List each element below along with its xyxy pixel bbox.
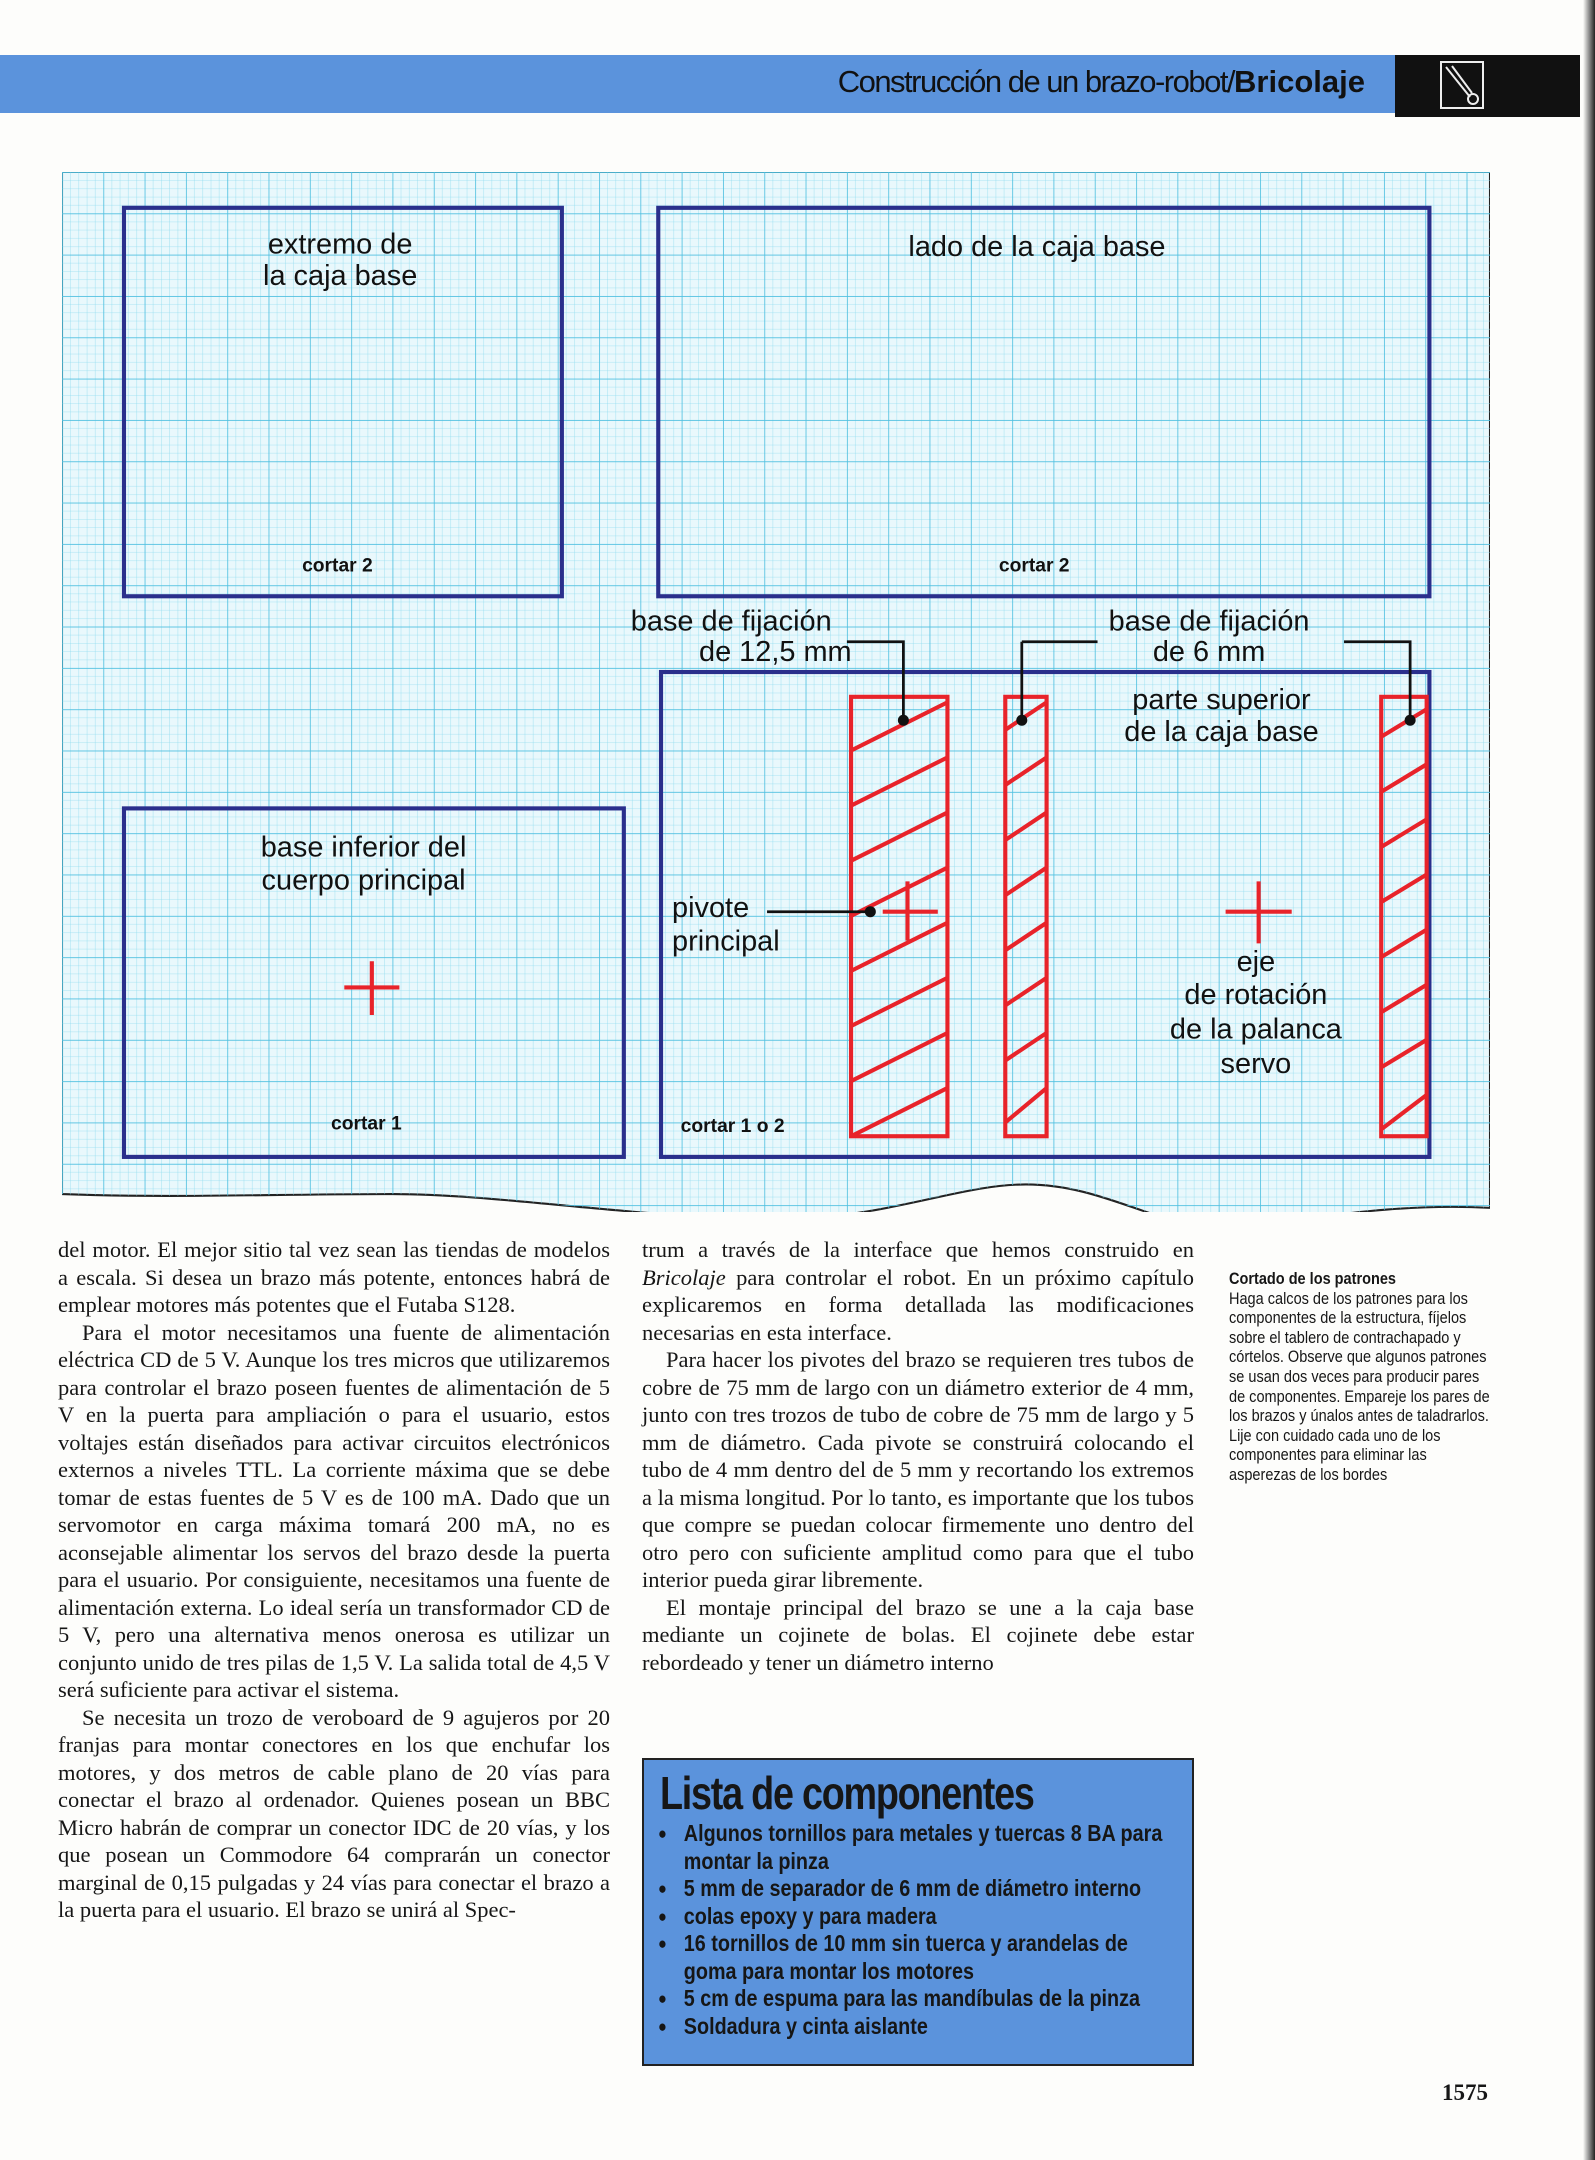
list-item: ● Soldadura y cinta aislante bbox=[658, 2013, 1174, 2041]
callout-fix-6-2: de 6 mm bbox=[1152, 636, 1266, 669]
cut-side-box: cortar 2 bbox=[998, 555, 1070, 577]
cut-top-box: cortar 1 o 2 bbox=[680, 1116, 785, 1138]
cut-lower-base: cortar 1 bbox=[330, 1113, 402, 1135]
text: para controlar el robot. En un próximo capítulo explicaremos en forma detallada las modificaciones necesarias en esta interface. bbox=[642, 1264, 1194, 1345]
section-logo bbox=[1395, 55, 1580, 117]
callout-pivot-1: pivote bbox=[672, 892, 750, 925]
label-end-box-2: la caja base bbox=[263, 259, 418, 292]
list-item: ● 5 mm de separador de 6 mm de diámetro interno bbox=[658, 1875, 1174, 1903]
page-edge bbox=[1583, 0, 1595, 2160]
paragraph bbox=[642, 1236, 1194, 1346]
list-item: ● colas epoxy y para madera bbox=[658, 1903, 1174, 1931]
caption-body: Haga calcos de los patrones para los componentes de la estructura, fíjelos sobre el tablero de contrachapado y córtelos. Observe que algunos patrones se usan dos veces para producir pares de componentes. Empareje los pares de los brazos y únalos antes de taladrarlos. Lije con cuidado cada uno de los componentes para eliminar las asperezas de los bordes bbox=[1229, 1289, 1490, 1484]
components-title: Lista de componentes bbox=[660, 1767, 1034, 1819]
text-column-1 bbox=[58, 1236, 610, 1924]
callout-axis-4: servo bbox=[1220, 1047, 1292, 1080]
callout-fix-6-1: base de fijación bbox=[1108, 605, 1310, 638]
paragraph: Se necesita un trozo de veroboard de 9 agujeros por 20 franjas para montar conectores en los que enchufar los motores, y dos metros de cable plano de 20 vías para conectar el brazo al ordenador. Quienes posean un BBC Micro habrán de comprar un conector IDC de 20 vías, y los que posean un Commodore 64 comprarán un conector marginal de 0,15 pulgadas y 24 vías para conectar el brazo a la puerta para el usuario. El brazo se unirá al Spec- bbox=[58, 1704, 610, 1922]
callout-fix-125-2: de 12,5 mm bbox=[699, 636, 852, 669]
callout-axis-3: de la palanca bbox=[1169, 1013, 1342, 1046]
callout-axis-1: eje bbox=[1236, 945, 1276, 978]
scissors-icon bbox=[1440, 61, 1484, 109]
italic-text: Bricolaje bbox=[642, 1264, 726, 1290]
components-box bbox=[642, 1758, 1194, 2066]
label-lower-base-1: base inferior del bbox=[260, 831, 467, 864]
label-top-box-1: parte superior bbox=[1132, 684, 1311, 717]
callout-fix-125-1: base de fijación bbox=[630, 605, 832, 638]
components-list bbox=[658, 1820, 1174, 2040]
section-title-regular: Construcción de un brazo-robot/ bbox=[837, 64, 1235, 99]
paragraph: Para el motor necesitamos una fuente de alimentación eléctrica CD de 5 V. Aunque los tres micros que utilizaremos para controlar el brazo poseen fuentes de alimentación de 5 V en la puerta para ampliación o para el usuario, estos voltajes están diseñados para activar circuitos electrónicos externos a niveles TTL. La corriente máxima que se debe tomar de estas fuentes de 5 V es de 100 mA. Dado que un servomotor en carga máxima tomará 200 mA, no es aconsejable alimentar los servos del brazo desde la puerta para el usuario. Por consiguiente, necesitamos una fuente de alimentación externa. Lo ideal sería un transformador CD de 5 V, pero una alternativa menos onerosa es utilizar un conjunto unido de tres pilas de 1,5 V. La salida total de 4,5 V será suficiente para activar el sistema. bbox=[58, 1319, 610, 1702]
label-side-box: lado de la caja base bbox=[908, 231, 1166, 264]
paragraph: del motor. El mejor sitio tal vez sean las tiendas de modelos a escala. Si desea un brazo más potente, entonces habrá de emplear motores más potentes que el Futaba S128. bbox=[58, 1237, 610, 1317]
label-end-box-1: extremo de bbox=[267, 228, 413, 261]
paragraph: Para hacer los pivotes del brazo se requieren tres tubos de cobre de 75 mm de largo con un diámetro exterior de 4 mm, junto con tres trozos de tubo de cobre de 75 mm de largo y 5 mm de diámetro. Cada pivote se construirá colocando el tubo de 4 mm dentro del de 5 mm y recortando los extremos a la misma longitud. Por lo tanto, es importante que los tubos que compre se puedan colocar firmemente uno dentro del otro pero con suficiente amplitud como para que el tubo interior pueda girar libremente. bbox=[642, 1347, 1194, 1592]
cut-end-box: cortar 2 bbox=[302, 555, 373, 577]
list-item: ● Algunos tornillos para metales y tuercas 8 BA para montar la pinza bbox=[658, 1820, 1174, 1875]
callout-pivot-2: principal bbox=[672, 925, 780, 958]
page-number: 1575 bbox=[1442, 2080, 1488, 2105]
section-title-bold: Bricolaje bbox=[1234, 64, 1365, 99]
pattern-diagram bbox=[62, 172, 1490, 1212]
label-lower-base-2: cuerpo principal bbox=[261, 864, 466, 897]
text: trum a través de la interface que hemos construido en bbox=[642, 1237, 1194, 1262]
caption-title: Cortado de los patrones bbox=[1229, 1270, 1397, 1288]
section-title bbox=[838, 64, 1365, 100]
label-top-box-2: de la caja base bbox=[1124, 715, 1319, 748]
caption-sidebar bbox=[1229, 1270, 1493, 1486]
list-item: ● 16 tornillos de 10 mm sin tuerca y arandelas de goma para montar los motores bbox=[658, 1930, 1174, 1985]
list-item: ● 5 cm de espuma para las mandíbulas de la pinza bbox=[658, 1985, 1174, 2013]
paragraph: El montaje principal del brazo se une a la caja base mediante un cojinete de bolas. El cojinete debe estar rebordeado y tener un diámetro interno bbox=[642, 1594, 1194, 1675]
text-column-2 bbox=[642, 1236, 1194, 1676]
callout-axis-2: de rotación bbox=[1184, 978, 1328, 1012]
